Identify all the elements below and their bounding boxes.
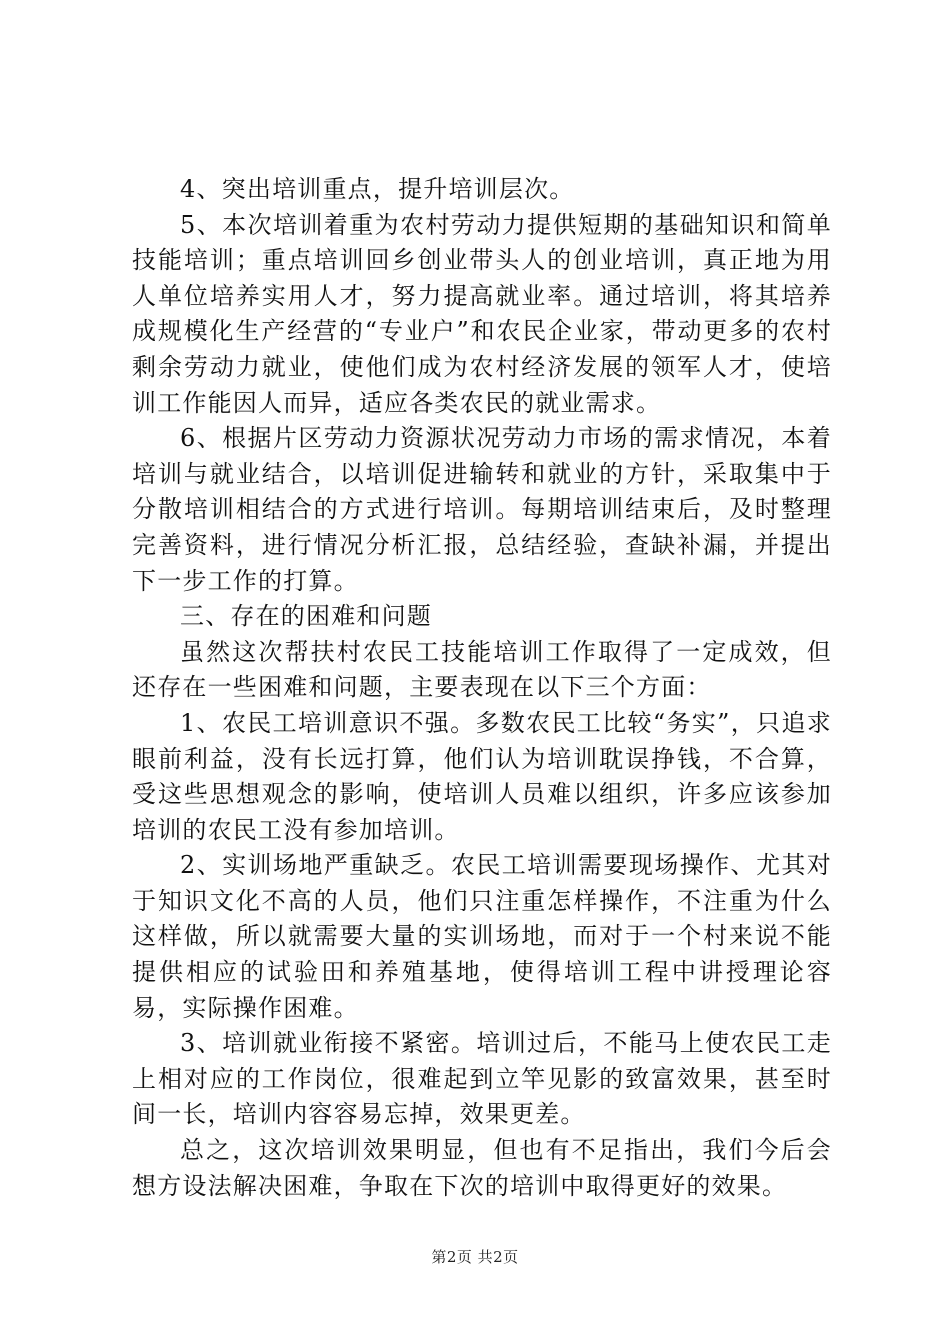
paragraph-intro-difficulties: 虽然这次帮扶村农民工技能培训工作取得了一定成效，但还存在一些困难和问题，主要表现在以下三个方面： xyxy=(132,637,832,702)
document-body xyxy=(132,172,832,1204)
paragraph-difficulty-2: 2、实训场地严重缺乏。农民工培训需要现场操作、尤其对于知识文化不高的人员，他们只注重怎样操作，不注重为什么这样做，所以就需要大量的实训场地，而对于一个村来说不能提供相应的试验田和养殖基地，使得培训工程中讲授理论容易，实际操作困难。 xyxy=(132,851,832,1022)
paragraph-point-4: 4、突出培训重点，提升培训层次。 xyxy=(180,175,575,203)
paragraph-difficulty-1: 1、农民工培训意识不强。多数农民工比较“务实”，只追求眼前利益，没有长远打算，他们认为培训耽误挣钱，不合算，受这些思想观念的影响，使培训人员难以组织，许多应该参加培训的农民工没有参加培训。 xyxy=(132,708,832,844)
paragraph-point-6: 6、根据片区劳动力资源状况劳动力市场的需求情况，本着培训与就业结合，以培训促进输转和就业的方针，采取集中于分散培训相结合的方式进行培训。每期培训结束后，及时整理完善资料，进行情况分析汇报，总结经验，查缺补漏，并提出下一步工作的打算。 xyxy=(132,424,832,595)
page-number-footer: 第2页 共2页 xyxy=(431,1248,519,1266)
paragraph-point-5: 5、本次培训着重为农村劳动力提供短期的基础知识和简单技能培训；重点培训回乡创业带头人的创业培训，真正地为用人单位培养实用人才，努力提高就业率。通过培训，将其培养成规模化生产经营的“专业户”和农民企业家，带动更多的农村剩余劳动力就业，使他们成为农村经济发展的领军人才，使培训工作能因人而异，适应各类农民的就业需求。 xyxy=(132,210,832,417)
paragraph-difficulty-3: 3、培训就业衔接不紧密。培训过后，不能马上使农民工走上相对应的工作岗位，很难起到立竿见影的致富效果，甚至时间一长，培训内容容易忘掉，效果更差。 xyxy=(132,1029,832,1129)
section-heading-difficulties: 三、存在的困难和问题 xyxy=(180,602,432,631)
paragraph-conclusion: 总之，这次培训效果明显，但也有不足指出，我们今后会想方设法解决困难，争取在下次的培训中取得更好的效果。 xyxy=(132,1136,832,1200)
